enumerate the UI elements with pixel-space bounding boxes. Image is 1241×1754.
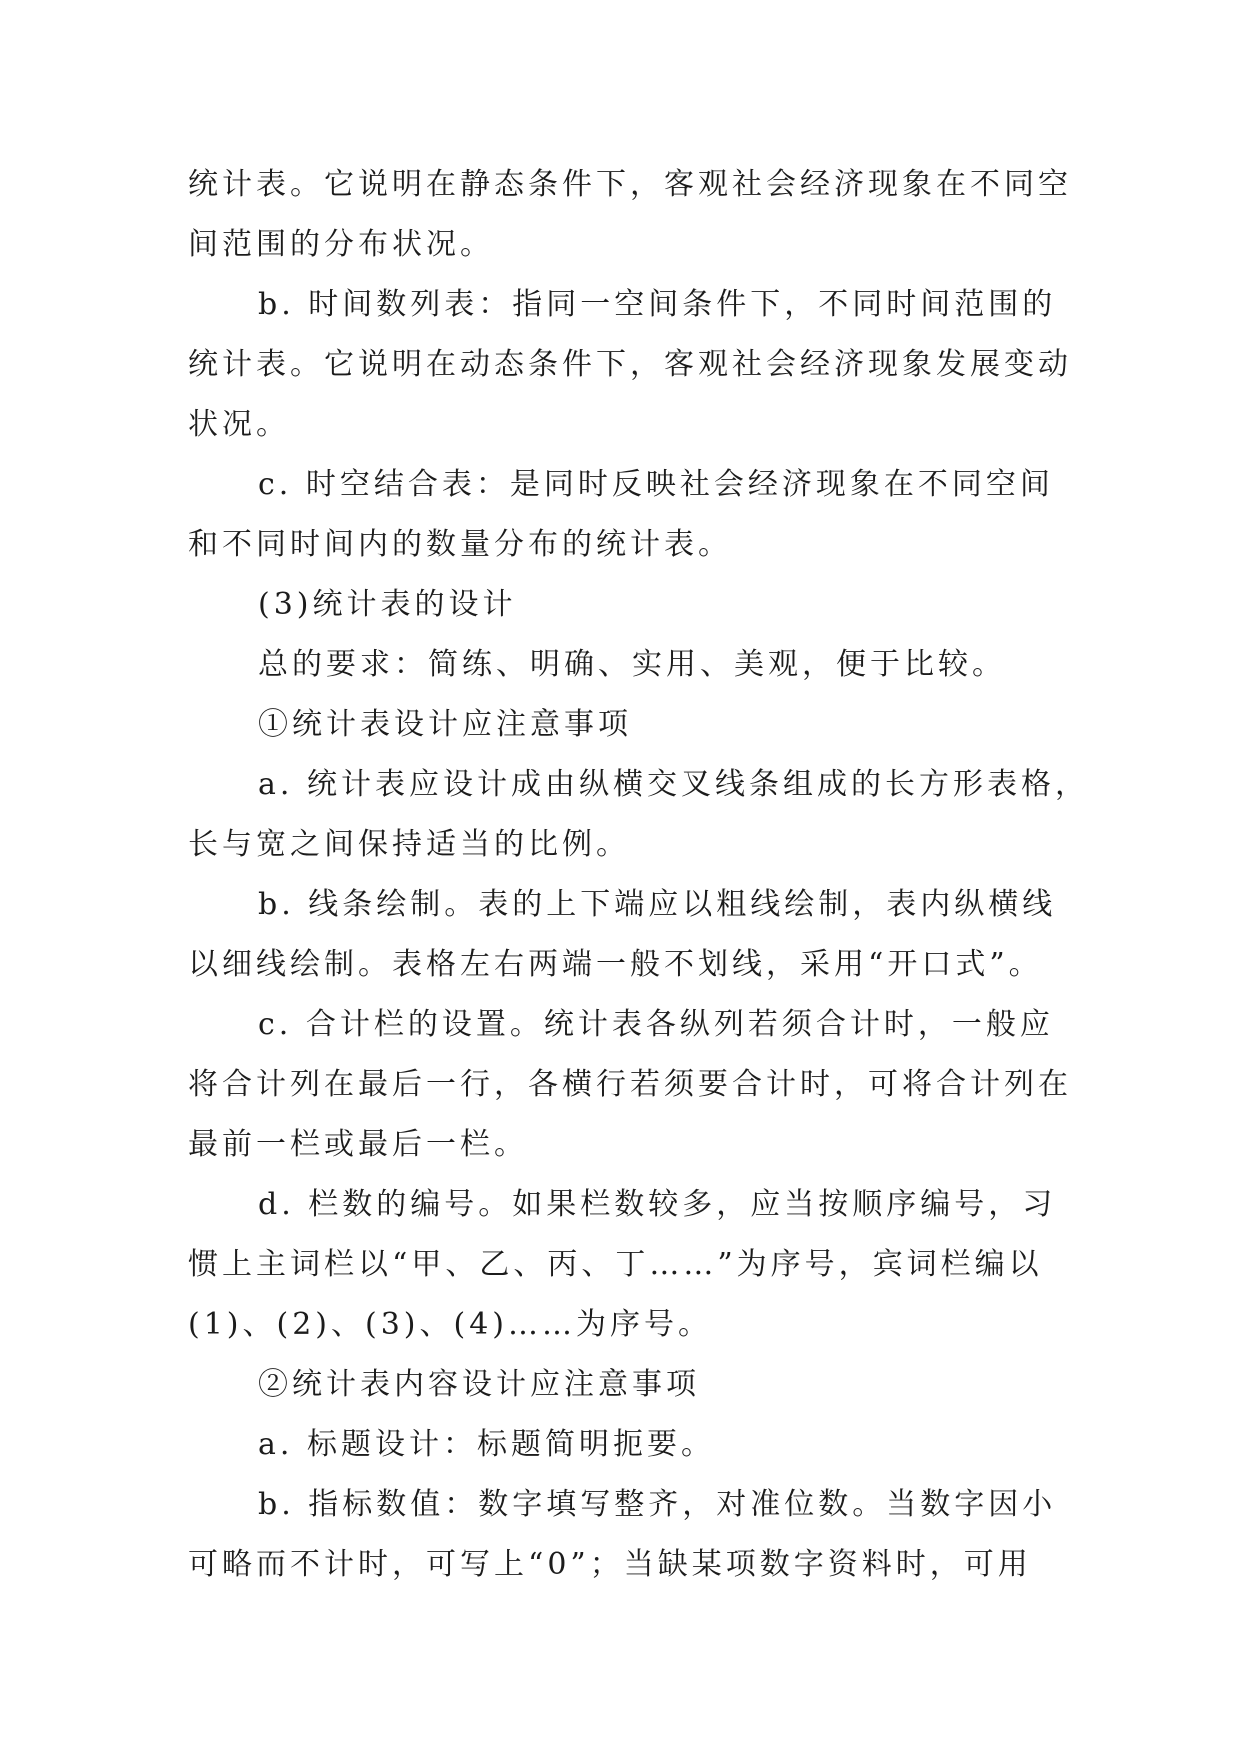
text-line: 将合计列在最后一行，各横行若须要合计时，可将合计列在 — [188, 1067, 1072, 1102]
text-line: b. 线条绘制。表的上下端应以粗线绘制，表内纵横线 — [258, 887, 1057, 922]
text-line: 统计表。它说明在静态条件下，客观社会经济现象在不同空 — [188, 167, 1072, 202]
text-line: 统计表。它说明在动态条件下，客观社会经济现象发展变动 — [188, 347, 1072, 382]
text-line: c. 时空结合表：是同时反映社会经济现象在不同空间 — [258, 467, 1054, 502]
text-line: a. 标题设计：标题简明扼要。 — [258, 1427, 715, 1462]
text-line: 惯上主词栏以“甲、乙、丙、丁……”为序号，宾词栏编以 — [188, 1247, 1043, 1282]
text-line: d. 栏数的编号。如果栏数较多，应当按顺序编号，习 — [258, 1187, 1057, 1222]
text-line: 和不同时间内的数量分布的统计表。 — [188, 527, 732, 562]
text-line: c. 合计栏的设置。统计表各纵列若须合计时，一般应 — [258, 1007, 1054, 1042]
text-line: 可略而不计时，可写上“0”；当缺某项数字资料时，可用 — [188, 1547, 1032, 1582]
text-line: 状况。 — [188, 407, 290, 442]
text-line: 以细线绘制。表格左右两端一般不划线，采用“开口式”。 — [188, 947, 1043, 982]
text-line: b. 时间数列表：指同一空间条件下，不同时间范围的 — [258, 287, 1057, 322]
subsection-heading: ①统计表设计应注意事项 — [258, 707, 632, 742]
text-line: a. 统计表应设计成由纵横交叉线条组成的长方形表格， — [258, 767, 1089, 802]
text-line: b. 指标数值：数字填写整齐，对准位数。当数字因小 — [258, 1487, 1057, 1522]
subsection-heading: ②统计表内容设计应注意事项 — [258, 1367, 700, 1402]
section-heading: (3)统计表的设计 — [258, 587, 517, 622]
text-line: 间范围的分布状况。 — [188, 227, 494, 262]
text-line: (1)、(2)、(3)、(4)……为序号。 — [188, 1307, 712, 1342]
text-line: 总的要求：简练、明确、实用、美观，便于比较。 — [258, 647, 1006, 682]
document-body — [188, 155, 1089, 1595]
text-line: 最前一栏或最后一栏。 — [188, 1127, 528, 1162]
text-line: 长与宽之间保持适当的比例。 — [188, 827, 630, 862]
